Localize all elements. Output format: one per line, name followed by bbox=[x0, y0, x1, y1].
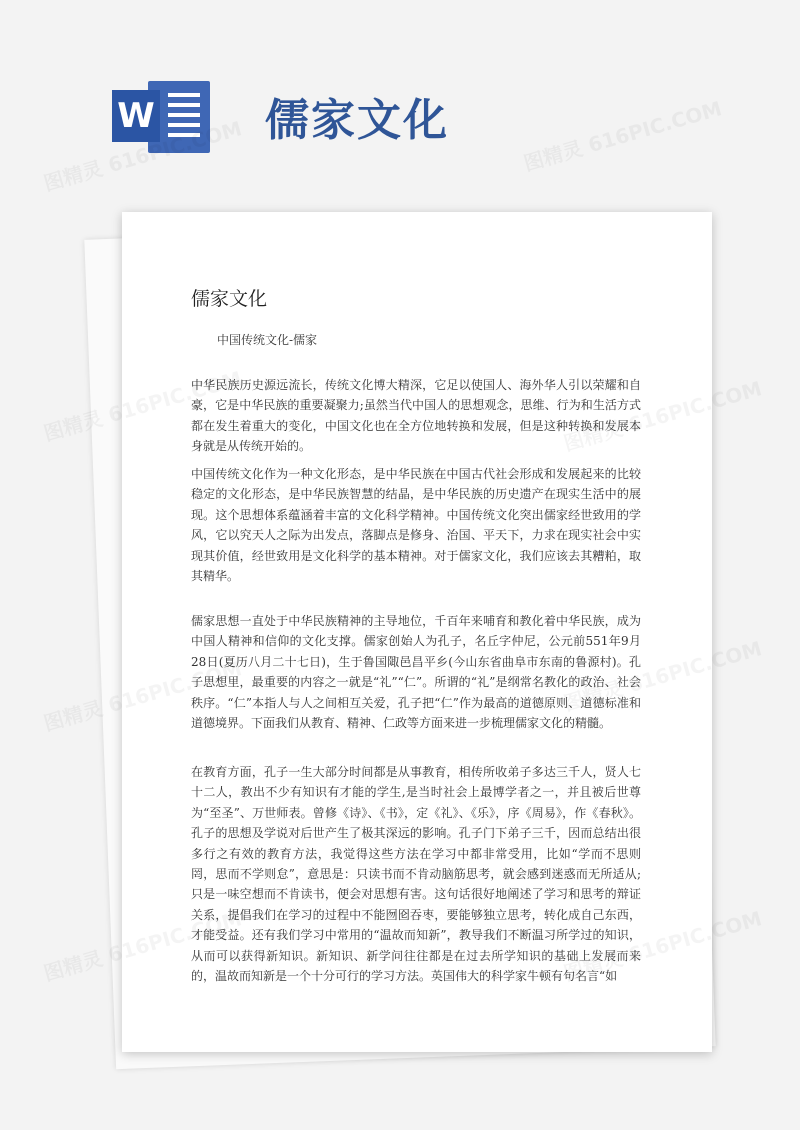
document-title: 儒家文化 bbox=[191, 288, 268, 310]
document-subtitle: 中国传统文化-儒家 bbox=[217, 333, 318, 347]
paragraph-intro: 中华民族历史源远流长，传统文化博大精深，它足以使国人、海外华人引以荣耀和自豪，它是中华民族的重要凝聚力;虽然当代中国人的思想观念，思维、行为和生活方式都在发生着重大的变化，中国文化也在全方位地转换和发展，但是这种转换和发展本身就是从传统开始的。 bbox=[191, 378, 641, 454]
watermark bbox=[520, 92, 725, 176]
paragraph-culture-form: 中国传统文化作为一种文化形态，是中华民族在中国古代社会形成和发展起来的比较稳定的文化形态，是中华民族智慧的结晶，是中华民族的历史遗产在现实生活中的展现。这个思想体系蕴涵着丰富的文化科学精神。中国传统文化突出儒家经世致用的学风，它以究天人之际为出发点，落脚点是修身、治国、平天下，力求在现实社会中实现其价值，经世致用是文化科学的基本精神。对于儒家文化，我们应该去其糟粕，取其精华。 bbox=[191, 467, 641, 584]
header-title: 儒家文化 bbox=[265, 95, 449, 146]
paragraph-confucius: 儒家思想一直处于中华民族精神的主导地位，千百年来哺育和教化着中华民族，成为中国人精神和信仰的文化支撑。儒家创始人为孔子，名丘字仲尼，公元前551年9月28日(夏历八月二十七日)，生于鲁国陬邑昌平乡(今山东省曲阜市东南的鲁源村)。孔子思想里，最重要的内容之一就是“礼”“仁”。所谓的“礼”是纲常名教化的政治、社会秩序。“仁”本指人与人之间相互关爱，孔子把“仁”作为最高的道德原则、道德标准和道德境界。下面我们从教育、精神、仁政等方面来进一步梳理儒家文化的精髓。 bbox=[191, 614, 641, 731]
paragraph-education: 在教育方面，孔子一生大部分时间都是从事教育，相传所收弟子多达三千人，贤人七十二人，教出不少有知识有才能的学生,是当时社会上最博学者之一，并且被后世尊为“至圣”、万世师表。曾修《诗》、《书》，定《礼》、《乐》，序《周易》，作《春秋》。孔子的思想及学说对后世产生了极其深远的影响。孔子门下弟子三千，因而总结出很多行之有效的教育方法，我觉得这些方法在学习中都非常受用，比如“学而不思则罔，思而不学则怠”，意思是：只读书而不肯动脑筋思考，就会感到迷惑而无所适从;只是一味空想而不肯读书，便会对思想有害。这句话很好地阐述了学习和思考的辩证关系，提倡我们在学习的过程中不能囫囵吞枣，要能够独立思考，转化成自己东西，才能受益。还有我们学习中常用的“温故而知新”，教导我们不断温习所学过的知识，从而可以获得新知识。新知识、新学问往往都是在过去所学知识的基础上发展而来的，温故而知新是一个十分可行的学习方法。英国伟大的科学家牛顿有句名言“如 bbox=[191, 765, 641, 984]
word-logo-letter: W bbox=[112, 90, 160, 142]
